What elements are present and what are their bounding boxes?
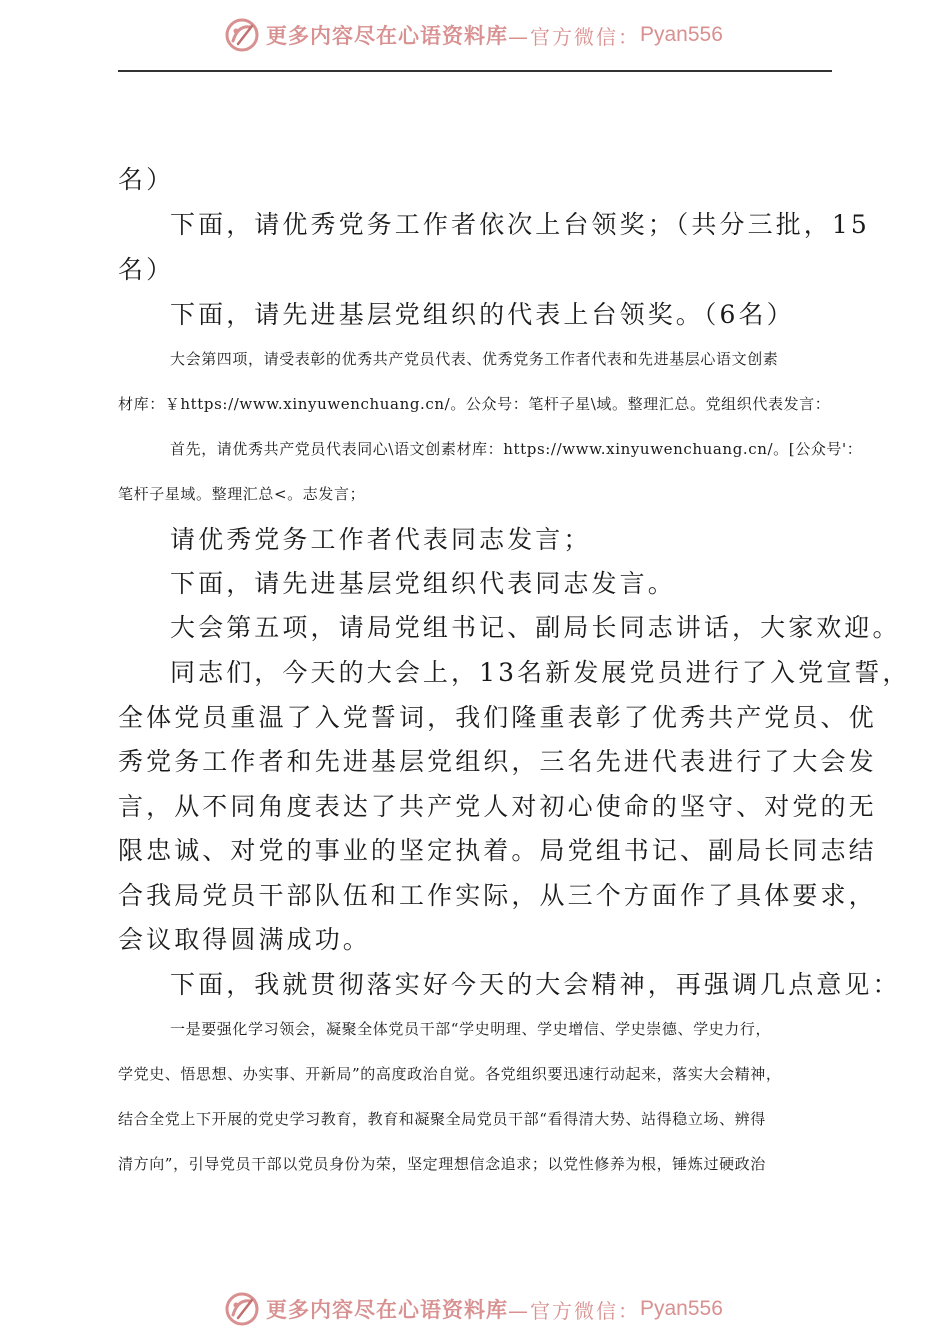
text-line: 言，从不同角度表达了共产党人对初心使命的坚守、对党的无 [118,792,877,821]
text-line: 结合全党上下开展的党史学习教育，教育和凝聚全局党员干部“看得清大势、站得稳立场、辨得 [118,1110,766,1128]
text-line: 大会第四项，请受表彰的优秀共产党员代表、优秀党务工作者代表和先进基层心语文创素 [170,350,779,368]
text-line: 同志们，今天的大会上，13名新发展党员进行了入党宣誓， [170,658,911,687]
footer-watermark-banner [0,1289,950,1329]
text-line: 大会第五项，请局党组书记、副局长同志讲话，大家欢迎。 [170,613,901,642]
text-line: 下面，请优秀党务工作者依次上台领奖；（共分三批，15 [170,210,870,239]
banner-wechat-id: Pyan556 [640,23,723,46]
banner-wechat-label: —官方微信： [508,24,640,49]
banner-title: 更多内容尽在心语资料库 [266,1297,508,1322]
brand-logo-icon [224,17,260,53]
text-line: 秀党务工作者和先进基层党组织，三名先进代表进行了大会发 [118,747,877,776]
text-line: 全体党员重温了入党誓词，我们隆重表彰了优秀共产党员、优 [118,703,877,732]
text-line: 限忠诚、对党的事业的坚定执着。局党组书记、副局长同志结 [118,836,877,865]
banner-title: 更多内容尽在心语资料库 [266,23,508,48]
banner-wechat-label: —官方微信： [508,1298,640,1323]
text-line: 会议取得圆满成功。 [118,925,371,954]
text-line: 请优秀党务工作者代表同志发言； [170,525,592,554]
text-line: 一是要强化学习领会，凝聚全体党员干部“学史明理、学史增信、学史崇德、学史力行， [170,1020,772,1038]
text-line: 笔杆子星域。整理汇总<。志发言； [118,485,366,503]
brand-logo-icon [224,1291,260,1327]
text-line: 材库：￥https://www.xinyuwenchuang.cn/。公众号：笔杆子星\域。整理汇总。党组织代表发言： [118,395,831,413]
header-watermark-banner [0,15,950,55]
text-line: 学党史、悟思想、办实事、开新局”的高度政治自觉。各党组织要迅速行动起来，落实大会精神， [118,1065,782,1083]
text-line: 下面，请先进基层党组织代表同志发言。 [170,569,676,598]
text-line: 下面，我就贯彻落实好今天的大会精神，再强调几点意见： [170,970,901,999]
banner-wechat-id: Pyan556 [640,1297,723,1320]
header-divider [118,70,832,72]
text-line: 名） [118,255,175,284]
text-line: 首先，请优秀共产党员代表同心\语文创素材库：https://www.xinyuwenchuang.cn/。[公众号'： [170,440,863,458]
text-line: 合我局党员干部队伍和工作实际，从三个方面作了具体要求， [118,881,877,910]
text-line: 名） [118,165,175,194]
text-line: 下面，请先进基层党组织的代表上台领奖。（6名） [170,300,795,329]
text-line: 清方向”，引导党员干部以党员身份为荣，坚定理想信念追求；以党性修养为根，锤炼过硬政治 [118,1155,766,1173]
